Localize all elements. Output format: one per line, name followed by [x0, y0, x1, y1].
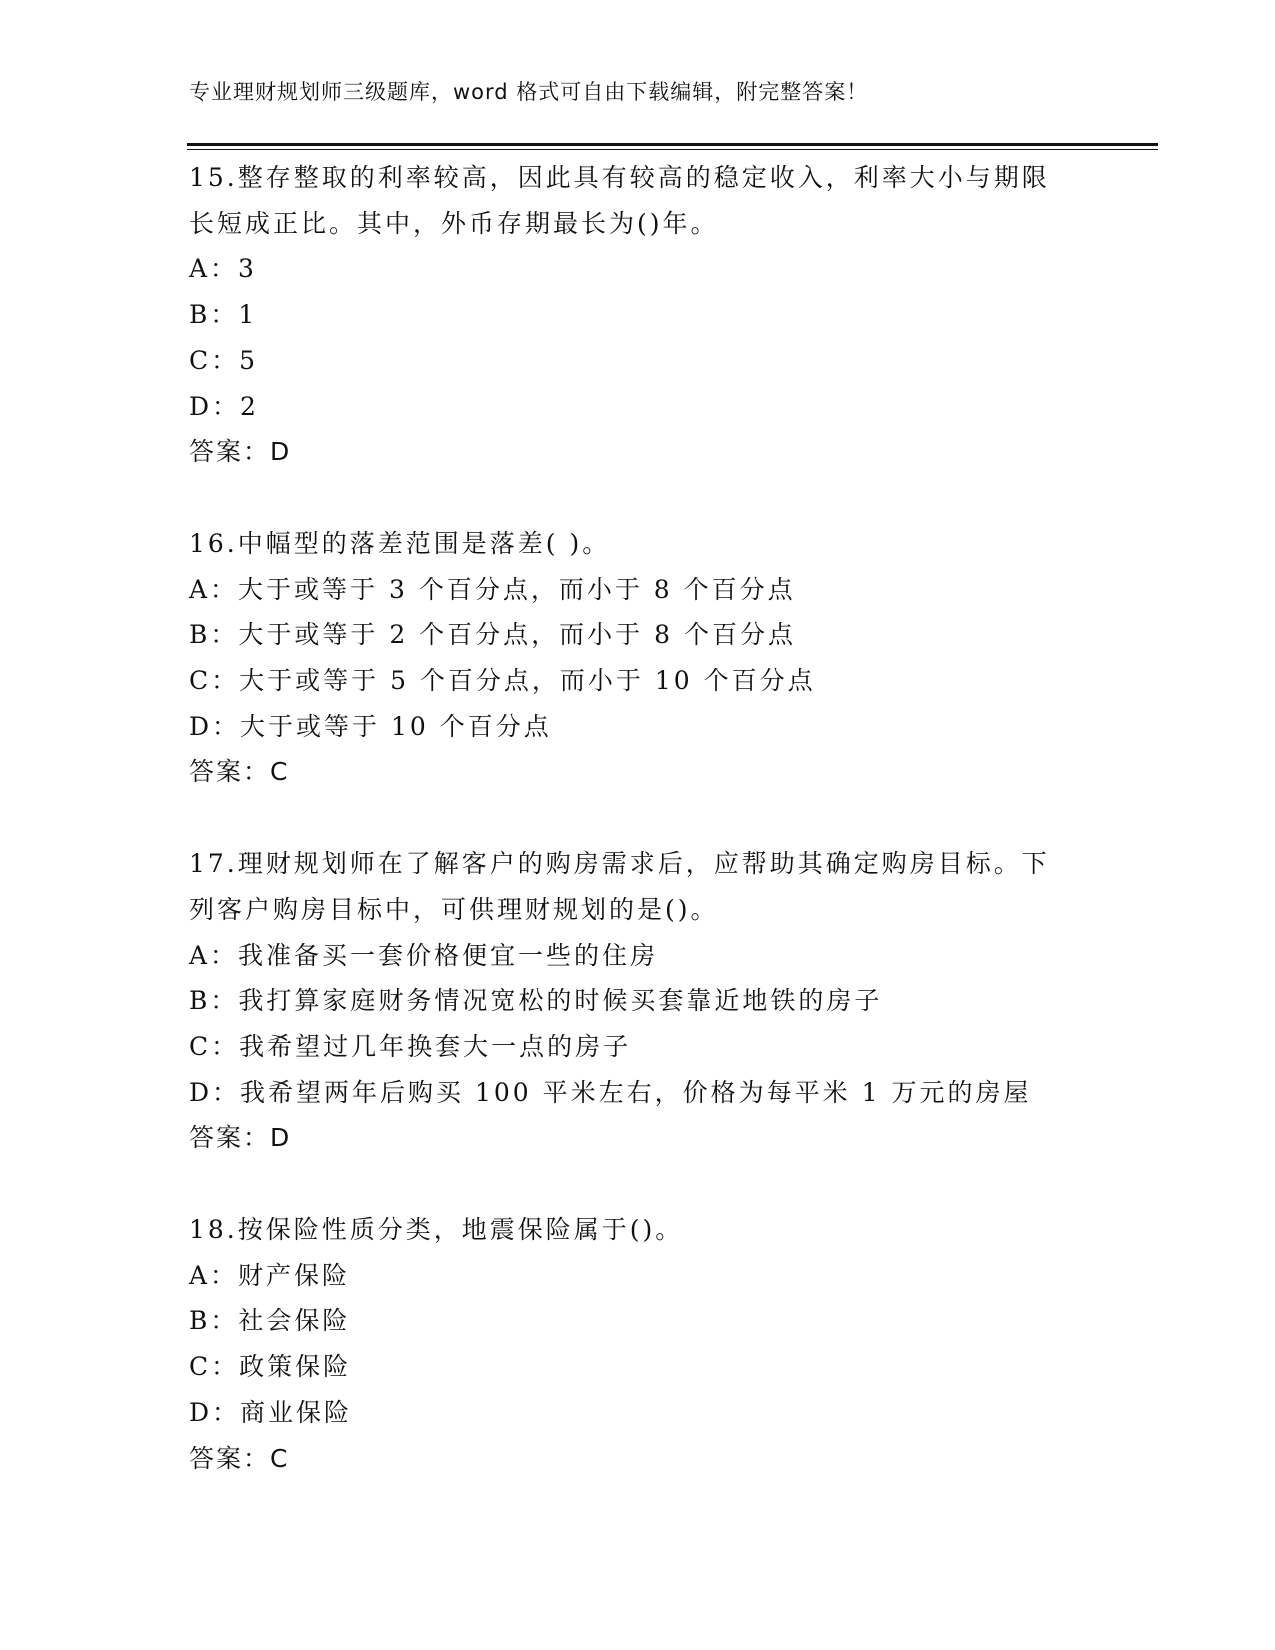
- option-d: D：商业保险: [189, 1397, 353, 1427]
- answer-line: 答案：C: [189, 1443, 290, 1473]
- option-c: C：5: [189, 345, 259, 375]
- option-a: A：财产保险: [189, 1260, 351, 1290]
- option-a: A：大于或等于 3 个百分点，而小于 8 个百分点: [189, 574, 796, 604]
- option-d: D：大于或等于 10 个百分点: [189, 711, 552, 741]
- question-stem-line: 16.中幅型的落差范围是落差( )。: [189, 528, 611, 558]
- option-b: B：1: [189, 300, 258, 330]
- answer-line: 答案：D: [189, 437, 292, 467]
- option-c: C：我希望过几年换套大一点的房子: [189, 1031, 632, 1061]
- question-15: [189, 155, 1149, 475]
- option-c: C：政策保险: [189, 1352, 352, 1382]
- question-stem-line: 长短成正比。其中，外币存期最长为()年。: [189, 208, 719, 238]
- question-stem-line: 15.整存整取的利率较高，因此具有较高的稳定收入，利率大小与期限: [189, 163, 1050, 192]
- header-rule-thick: [187, 143, 1158, 146]
- question-stem-line: 18.按保险性质分类，地震保险属于()。: [189, 1215, 684, 1245]
- page-header: 专业理财规划师三级题库，word 格式可自由下载编辑，附完整答案！: [189, 80, 869, 104]
- question-16: [189, 521, 1149, 795]
- question-list: [189, 155, 1149, 1527]
- option-d: D：2: [189, 391, 259, 421]
- answer-line: 答案：D: [189, 1123, 292, 1153]
- question-18: [189, 1207, 1149, 1481]
- question-stem-line: 列客户购房目标中，可供理财规划的是()。: [189, 894, 719, 924]
- answer-line: 答案：C: [189, 757, 290, 787]
- option-b: B：社会保险: [189, 1306, 351, 1336]
- option-a: A：3: [189, 254, 257, 284]
- option-a: A：我准备买一套价格便宜一些的住房: [189, 940, 659, 970]
- option-b: B：我打算家庭财务情况宽松的时候买套靠近地铁的房子: [189, 986, 883, 1016]
- question-17: [189, 841, 1149, 1161]
- option-b: B：大于或等于 2 个百分点，而小于 8 个百分点: [189, 620, 796, 650]
- option-c: C：大于或等于 5 个百分点，而小于 10 个百分点: [189, 666, 816, 696]
- option-d: D：我希望两年后购买 100 平米左右，价格为每平米 1 万元的房屋: [189, 1077, 1032, 1107]
- question-stem-line: 17.理财规划师在了解客户的购房需求后，应帮助其确定购房目标。下: [189, 849, 1050, 879]
- header-rule-thin: [187, 149, 1158, 150]
